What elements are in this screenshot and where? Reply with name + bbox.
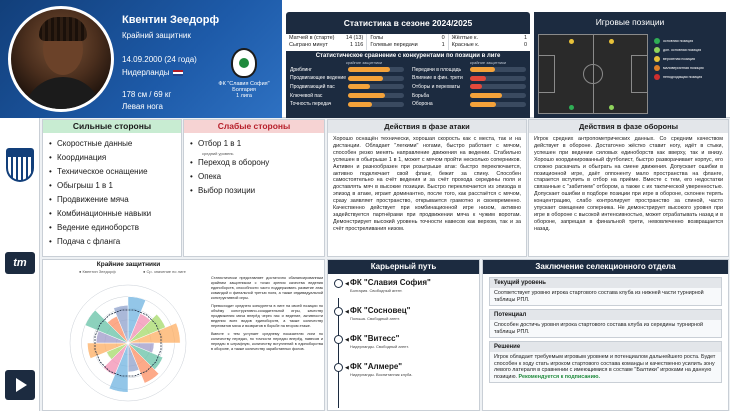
comparison-item (412, 66, 526, 74)
current-level-title: Текущий уровень (490, 278, 721, 288)
career-item (328, 334, 479, 362)
stat-label: Сыграно минут (289, 42, 328, 48)
strengths-panel (42, 119, 182, 257)
career-club: ФК "Витесс" (350, 334, 400, 343)
career-panel (327, 259, 480, 411)
club-country: Болгария (232, 87, 256, 93)
season-stats (286, 34, 530, 50)
comparison-fill (470, 67, 495, 72)
attack-panel (327, 119, 527, 257)
defense-title: Действия в фазе обороны (529, 120, 728, 133)
zone-dot (609, 39, 614, 44)
career-title: Карьерный путь (328, 260, 479, 274)
career-item (328, 362, 479, 390)
strength-item: • Ведение единоборств (49, 221, 175, 235)
defense-text: Игрок средних антропометрических данных. Со средним качеством действует в обороне. Достаточно жёстко ставит ногу, идёт в стыки, успешен при ведении силовых единоборств как вверху, так и внизу. Хорошо координированный футболист, быстро разворачивает корпус, его сложно раскачать и обыграть на смене движения. Допускает ошибки в позиционной игре, даёт оппоненту мало пространства на фланге, старается вступить в отбор на приёме. Вместе с тем, его недостатки связанные с "забитием" отбором, а также с их тактической уверенностью. Допускает ошибки в подборе позиции при игре в обороне, склонен терять концентрацию, слабо контролирует пространство за спиной, часто упускает смещение соперника. Не демонстрирует высокого уровня при игре в обороне с высокой интенсивностью, может отрабатывать назад и в обороне, запрещая в финальной трети, невовлеченно возвращается назад. (534, 136, 723, 232)
comparison-fill (470, 102, 496, 107)
zone-dot (609, 105, 614, 110)
club-name: ФК "Славия София" (218, 81, 270, 87)
zone-legend-item (654, 63, 724, 72)
comparison-bar (470, 93, 526, 98)
career-desc: Нидерланды. Воспитанник клуба. (350, 372, 413, 377)
stat-label: Жёлтые к. (451, 35, 478, 41)
comparison-fill (470, 93, 502, 98)
zone-legend-label: вероятная позиция (663, 56, 695, 61)
netherlands-flag-icon (173, 70, 183, 76)
comparison-item (290, 83, 404, 91)
comparison-fill (348, 102, 372, 107)
pitch-diagram (538, 34, 648, 114)
comparison-item (412, 83, 526, 91)
comparison-label: Продвигающий пас (290, 83, 335, 90)
stat-value: 1 116 (349, 42, 364, 48)
career-list (328, 274, 479, 390)
ball-icon (334, 363, 343, 372)
weakness-note: средний уровень (202, 151, 234, 156)
zone-legend-item (654, 45, 724, 54)
comparison-item (412, 100, 526, 108)
radar-paragraph: Вместе с тем уступает среднему показателю лиги по количеству передач, по точности передач вперёд, навесов и передач в штрафную, количеству вступлений в единоборства в обороне, а также количеству заработанных фолов. (211, 332, 323, 351)
comparison-bar (348, 67, 404, 72)
radar-legend-league: ● Ср. значение по лиге (143, 269, 186, 274)
zones-panel (534, 12, 726, 118)
potential-box (489, 309, 722, 338)
comparison-label: Отборы и перехваты (412, 83, 461, 90)
comparison-item (290, 75, 404, 83)
weakness-item: • Отбор 1 в 1 (190, 137, 318, 151)
player-profile (0, 0, 282, 118)
comparison-item (290, 92, 404, 100)
zone-swatch (654, 65, 660, 71)
arrow-icon: ◀ (345, 337, 349, 343)
radar-chart (49, 276, 207, 410)
comparison-item (412, 92, 526, 100)
potential-title: Потенциал (490, 310, 721, 320)
arrow-icon: ◀ (345, 281, 349, 287)
comparison-label: Дриблинг (290, 66, 312, 73)
strengths-title: Сильные стороны (43, 120, 181, 133)
zone-swatch (654, 38, 660, 44)
weaknesses-panel (183, 119, 325, 257)
strength-item: • Координация (49, 151, 175, 165)
career-club: ФК "Славия София" (350, 278, 431, 287)
player-name: Квентин Зеедорф (122, 14, 220, 26)
comparison-fill (348, 84, 370, 89)
comparison-item (290, 100, 404, 108)
comparison-sub-right: крайние защитники (470, 60, 507, 65)
comparison-bar (470, 84, 526, 89)
arrow-icon: ◀ (345, 309, 349, 315)
weaknesses-title: Слабые стороны (184, 120, 324, 133)
strength-item: • Техническое оснащение (49, 165, 175, 179)
comparison-bar (348, 84, 404, 89)
comparison-title: Статистическое сравнение с конкурентами по позиции в лиге (315, 53, 501, 59)
stat-label: Голы (370, 35, 384, 41)
arrow-icon: ◀ (345, 365, 349, 371)
decision-box (489, 341, 722, 383)
ball-icon (334, 335, 343, 344)
strengths-list (43, 133, 181, 253)
radar-legend-player: ● Квентин Зеедорф (79, 269, 116, 274)
stat-value: 1 (523, 35, 527, 41)
decision-title: Решение (490, 342, 721, 352)
season-title: Статистика в сезоне 2024/2025 (286, 12, 530, 34)
comparison-fill (470, 76, 486, 81)
career-club: ФК "Алмере" (350, 362, 403, 371)
player-photo (8, 6, 114, 112)
strength-item: • Подача с фланга (49, 235, 175, 249)
zone-swatch (654, 56, 660, 62)
comparison-item (290, 66, 404, 74)
weakness-item: • Опека (190, 170, 318, 184)
header (0, 0, 730, 118)
stat-value: 0 (441, 35, 445, 41)
radar-title: Крайние защитники (96, 261, 161, 268)
weakness-item: • Выбор позиции (190, 184, 318, 198)
comparison-bar (348, 93, 404, 98)
career-club: ФК "Сосновец" (350, 306, 411, 315)
zone-legend-label: основная позиция (663, 38, 694, 43)
career-desc: Нидерланды. Свободный агент. (350, 344, 409, 349)
career-item (328, 306, 479, 334)
strength-item: • Комбинационные навыки (49, 207, 175, 221)
comparison-item (412, 75, 526, 83)
comparison-label: Борьба (412, 92, 429, 99)
strength-item: • Обыгрыш 1 в 1 (49, 179, 175, 193)
recommendation: Рекомендуется к подписанию. (518, 373, 600, 380)
weaknesses-list (184, 133, 324, 202)
club-crest-icon (231, 48, 257, 78)
attack-text: Хорошо оснащён технически, хорошая скорость как с места, так и на дистанции. Обладает "легкими" ногами, быстро работает с мячом, способен резко менять направление движения на ведении. Стабильно успешен в обыгрыше 1 в 1, может с мячом пройти несколько соперников. Активен и разнообразен при розыгрыше атак: быстро переключается, активно подключает свой фланг, бежит за спину. Способен самостоятельно на счёт ведения и за счёт прохода середины поля и доставлять мяч в высокие позиции. Быстро переключается из эпизода в эпизод в атаке, играет доминантно, после того, как расстаётся с мячом, сразу заявляет пространство, открывается грамотно и своевременно. Качественно действует при комбинационной игре низом, активно задействуется партнёрами при продвижении мяча к чужим воротам. Демонстрирует высокий уровень точности навесов как верхом, так и за счёт простреливания низом. (333, 136, 521, 232)
zone-swatch (654, 47, 660, 53)
conclusion-title: Заключение селекционного отдела (483, 260, 728, 274)
defense-panel (528, 119, 729, 257)
zone-legend-label: доп. основная позиция (663, 47, 702, 52)
stat-value: 0 (523, 42, 527, 48)
player-dob: 14.09.2000 (24 года) (122, 55, 197, 64)
zone-swatch (654, 74, 660, 80)
weakness-item: • Переход в оборону (190, 156, 318, 170)
club-league: 1 лига (236, 93, 252, 99)
transfermarkt-button[interactable]: tm (5, 252, 35, 274)
stat-label: Голевые передачи (370, 42, 418, 48)
comparison-label: Влияние в фин. трети (412, 75, 463, 82)
radar-text (211, 276, 323, 355)
radar-panel (42, 259, 325, 411)
comparison-grid (290, 66, 526, 108)
comparison-label: Точность передач (290, 101, 332, 108)
potential-text: Способен достичь уровня игрока стартового состава клуба из середины турнирной таблицы РПЛ. (494, 322, 703, 335)
decision-text: Игрок обладает требуемым игровым уровнем и потенциалом дальнейшего роста. Будет способен к ходу стать игроком стартового состава команды и качественно усилить зону левого латераля в сравнении с имеющимися в составе "Балтики" игроками на данную позицию. (494, 354, 716, 380)
strength-item: • Скоростные данные (49, 137, 175, 151)
stat-value: 14 (13) (345, 35, 364, 41)
conclusion-panel (482, 259, 729, 411)
radar-paragraph: Статистически представляет достаточно сбалансированным крайним защитником с точки зрения качества ведения единоборств, способности часто поддерживать развитие атак командой и финальной третью поля, а также индивидуальной конструктивной игры. (211, 276, 323, 300)
player-foot: Левая нога (122, 102, 163, 111)
comparison-label: Оборона (412, 101, 433, 108)
comparison-fill (348, 93, 385, 98)
comparison-fill (348, 67, 390, 72)
player-nationality: Нидерланды (122, 68, 183, 77)
zone-legend-label: неподходящая позиция (663, 74, 703, 79)
current-level-text: Соответствует уровню игрока стартового состава клуба из нижней части турнирной таблицы РПЛ. (494, 290, 704, 303)
career-desc: Болгария. Свободный агент. (350, 288, 403, 293)
zones-title: Игровые позиции (595, 17, 665, 27)
player-height-weight: 178 см / 69 кг (122, 90, 172, 99)
comparison-bar (348, 102, 404, 107)
current-level-box (489, 277, 722, 306)
strength-item: • Продвижение мяча (49, 193, 175, 207)
comparison-bar (470, 67, 526, 72)
ball-icon (334, 307, 343, 316)
comparison-label: Передачи в площадь (412, 66, 462, 73)
zone-legend-item (654, 72, 724, 81)
comparison-fill (470, 84, 482, 89)
comparison-bar (348, 76, 404, 81)
zones-legend (654, 36, 724, 81)
stat-label: Матчей в (старте) (289, 35, 335, 41)
player-position: Крайний защитник (122, 31, 191, 40)
zone-legend-label: маловероятная позиция (663, 65, 704, 70)
attack-title: Действия в фазе атаки (328, 120, 526, 133)
stat-label: Красные к. (451, 42, 480, 48)
zone-dot (569, 39, 574, 44)
comparison-panel (286, 51, 530, 118)
club-block (212, 48, 276, 99)
comparison-bar (470, 102, 526, 107)
play-video-button[interactable] (5, 370, 35, 400)
comparison-label: Продвигающее ведение (290, 75, 346, 82)
comparison-sub-left: крайние защитники (346, 60, 383, 65)
comparison-label: Ключевой пас (290, 92, 323, 99)
ball-icon (334, 279, 343, 288)
stat-value: 1 (441, 42, 445, 48)
club-logo-icon (6, 148, 34, 182)
career-desc: Польша. Свободный агент. (350, 316, 400, 321)
zone-dot (569, 105, 574, 110)
radar-paragraph: Превосходит среднего конкурента в лиге на своей позиции по объёму конструктивно-созидательной игры, качеству продвижения мяча вперёд через пас и ведение, активности ведения всех видов единоборств, а также количеству перехватов мяча и возвратов в борьбе на втором этаже. (211, 304, 323, 328)
comparison-bar (470, 76, 526, 81)
zone-legend-item (654, 54, 724, 63)
career-item (328, 278, 479, 306)
comparison-fill (348, 76, 383, 81)
zone-legend-item (654, 36, 724, 45)
